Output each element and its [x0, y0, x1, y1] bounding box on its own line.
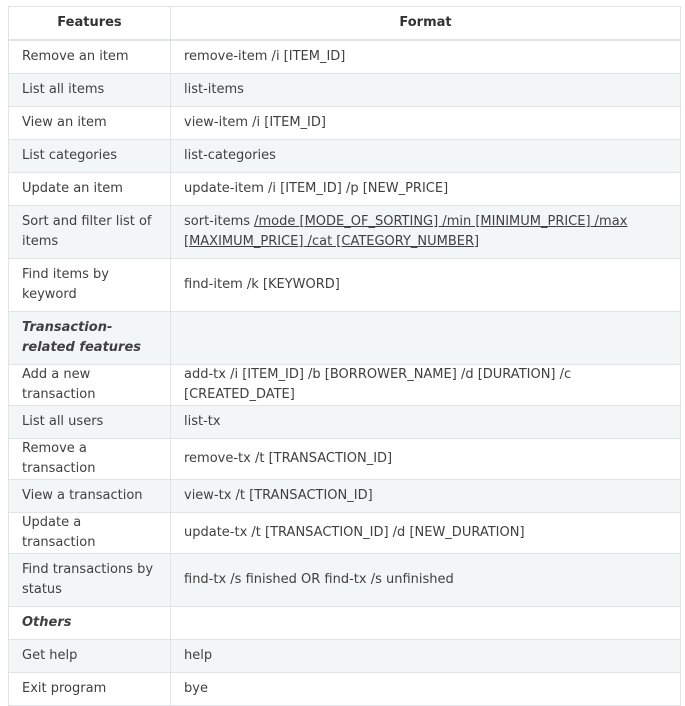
- section-row: [9, 607, 681, 640]
- format-cell: list-tx: [171, 406, 681, 439]
- table-row: [9, 107, 681, 140]
- table-row: [9, 365, 681, 406]
- format-cell: remove-item /i [ITEM_ID]: [171, 40, 681, 74]
- feature-cell: List all users: [9, 406, 171, 439]
- table-row: [9, 480, 681, 513]
- features-table: [8, 6, 681, 706]
- feature-cell: View an item: [9, 107, 171, 140]
- table-row: [9, 140, 681, 173]
- feature-cell: Add a new transaction: [9, 365, 171, 406]
- table-header-row: [9, 7, 681, 41]
- table-row: [9, 206, 681, 259]
- format-cell: bye: [171, 673, 681, 706]
- feature-cell: Get help: [9, 640, 171, 673]
- table-row: [9, 673, 681, 706]
- format-cell: update-item /i [ITEM_ID] /p [NEW_PRICE]: [171, 173, 681, 206]
- format-cell: view-item /i [ITEM_ID]: [171, 107, 681, 140]
- format-link-text[interactable]: /mode [MODE_OF_SORTING] /min [MINIMUM_PRICE] /max [MAXIMUM_PRICE] /cat [CATEGORY_NUMBER]: [184, 214, 628, 249]
- format-cell: help: [171, 640, 681, 673]
- format-cell: remove-tx /t [TRANSACTION_ID]: [171, 439, 681, 480]
- feature-cell: Update a transaction: [9, 513, 171, 554]
- table-row: [9, 554, 681, 607]
- feature-cell: Remove an item: [9, 40, 171, 74]
- features-table-container: [8, 6, 680, 706]
- feature-cell: List all items: [9, 74, 171, 107]
- feature-cell: List categories: [9, 140, 171, 173]
- table-row: [9, 40, 681, 74]
- header-features: Features: [9, 7, 171, 41]
- section-row: [9, 312, 681, 365]
- format-cell: list-items: [171, 74, 681, 107]
- table-row: [9, 74, 681, 107]
- feature-cell: Find transactions by status: [9, 554, 171, 607]
- feature-cell: View a transaction: [9, 480, 171, 513]
- table-row: [9, 513, 681, 554]
- format-plain-text: sort-items: [184, 214, 255, 229]
- format-cell: list-categories: [171, 140, 681, 173]
- feature-cell: Sort and filter list of items: [9, 206, 171, 259]
- header-format: Format: [171, 7, 681, 41]
- table-row: [9, 173, 681, 206]
- feature-cell: Exit program: [9, 673, 171, 706]
- table-row: [9, 439, 681, 480]
- format-cell: update-tx /t [TRANSACTION_ID] /d [NEW_DURATION]: [171, 513, 681, 554]
- format-cell: find-tx /s finished OR find-tx /s unfinished: [171, 554, 681, 607]
- format-cell: [171, 607, 681, 640]
- format-cell: add-tx /i [ITEM_ID] /b [BORROWER_NAME] /d [DURATION] /c [CREATED_DATE]: [171, 365, 681, 406]
- section-heading: Others: [9, 607, 171, 640]
- format-cell: [171, 312, 681, 365]
- section-heading: Transaction-related features: [9, 312, 171, 365]
- format-cell: [171, 206, 681, 259]
- table-row: [9, 406, 681, 439]
- table-row: [9, 259, 681, 312]
- table-row: [9, 640, 681, 673]
- feature-cell: Update an item: [9, 173, 171, 206]
- format-cell: view-tx /t [TRANSACTION_ID]: [171, 480, 681, 513]
- feature-cell: Remove a transaction: [9, 439, 171, 480]
- feature-cell: Find items by keyword: [9, 259, 171, 312]
- format-cell: find-item /k [KEYWORD]: [171, 259, 681, 312]
